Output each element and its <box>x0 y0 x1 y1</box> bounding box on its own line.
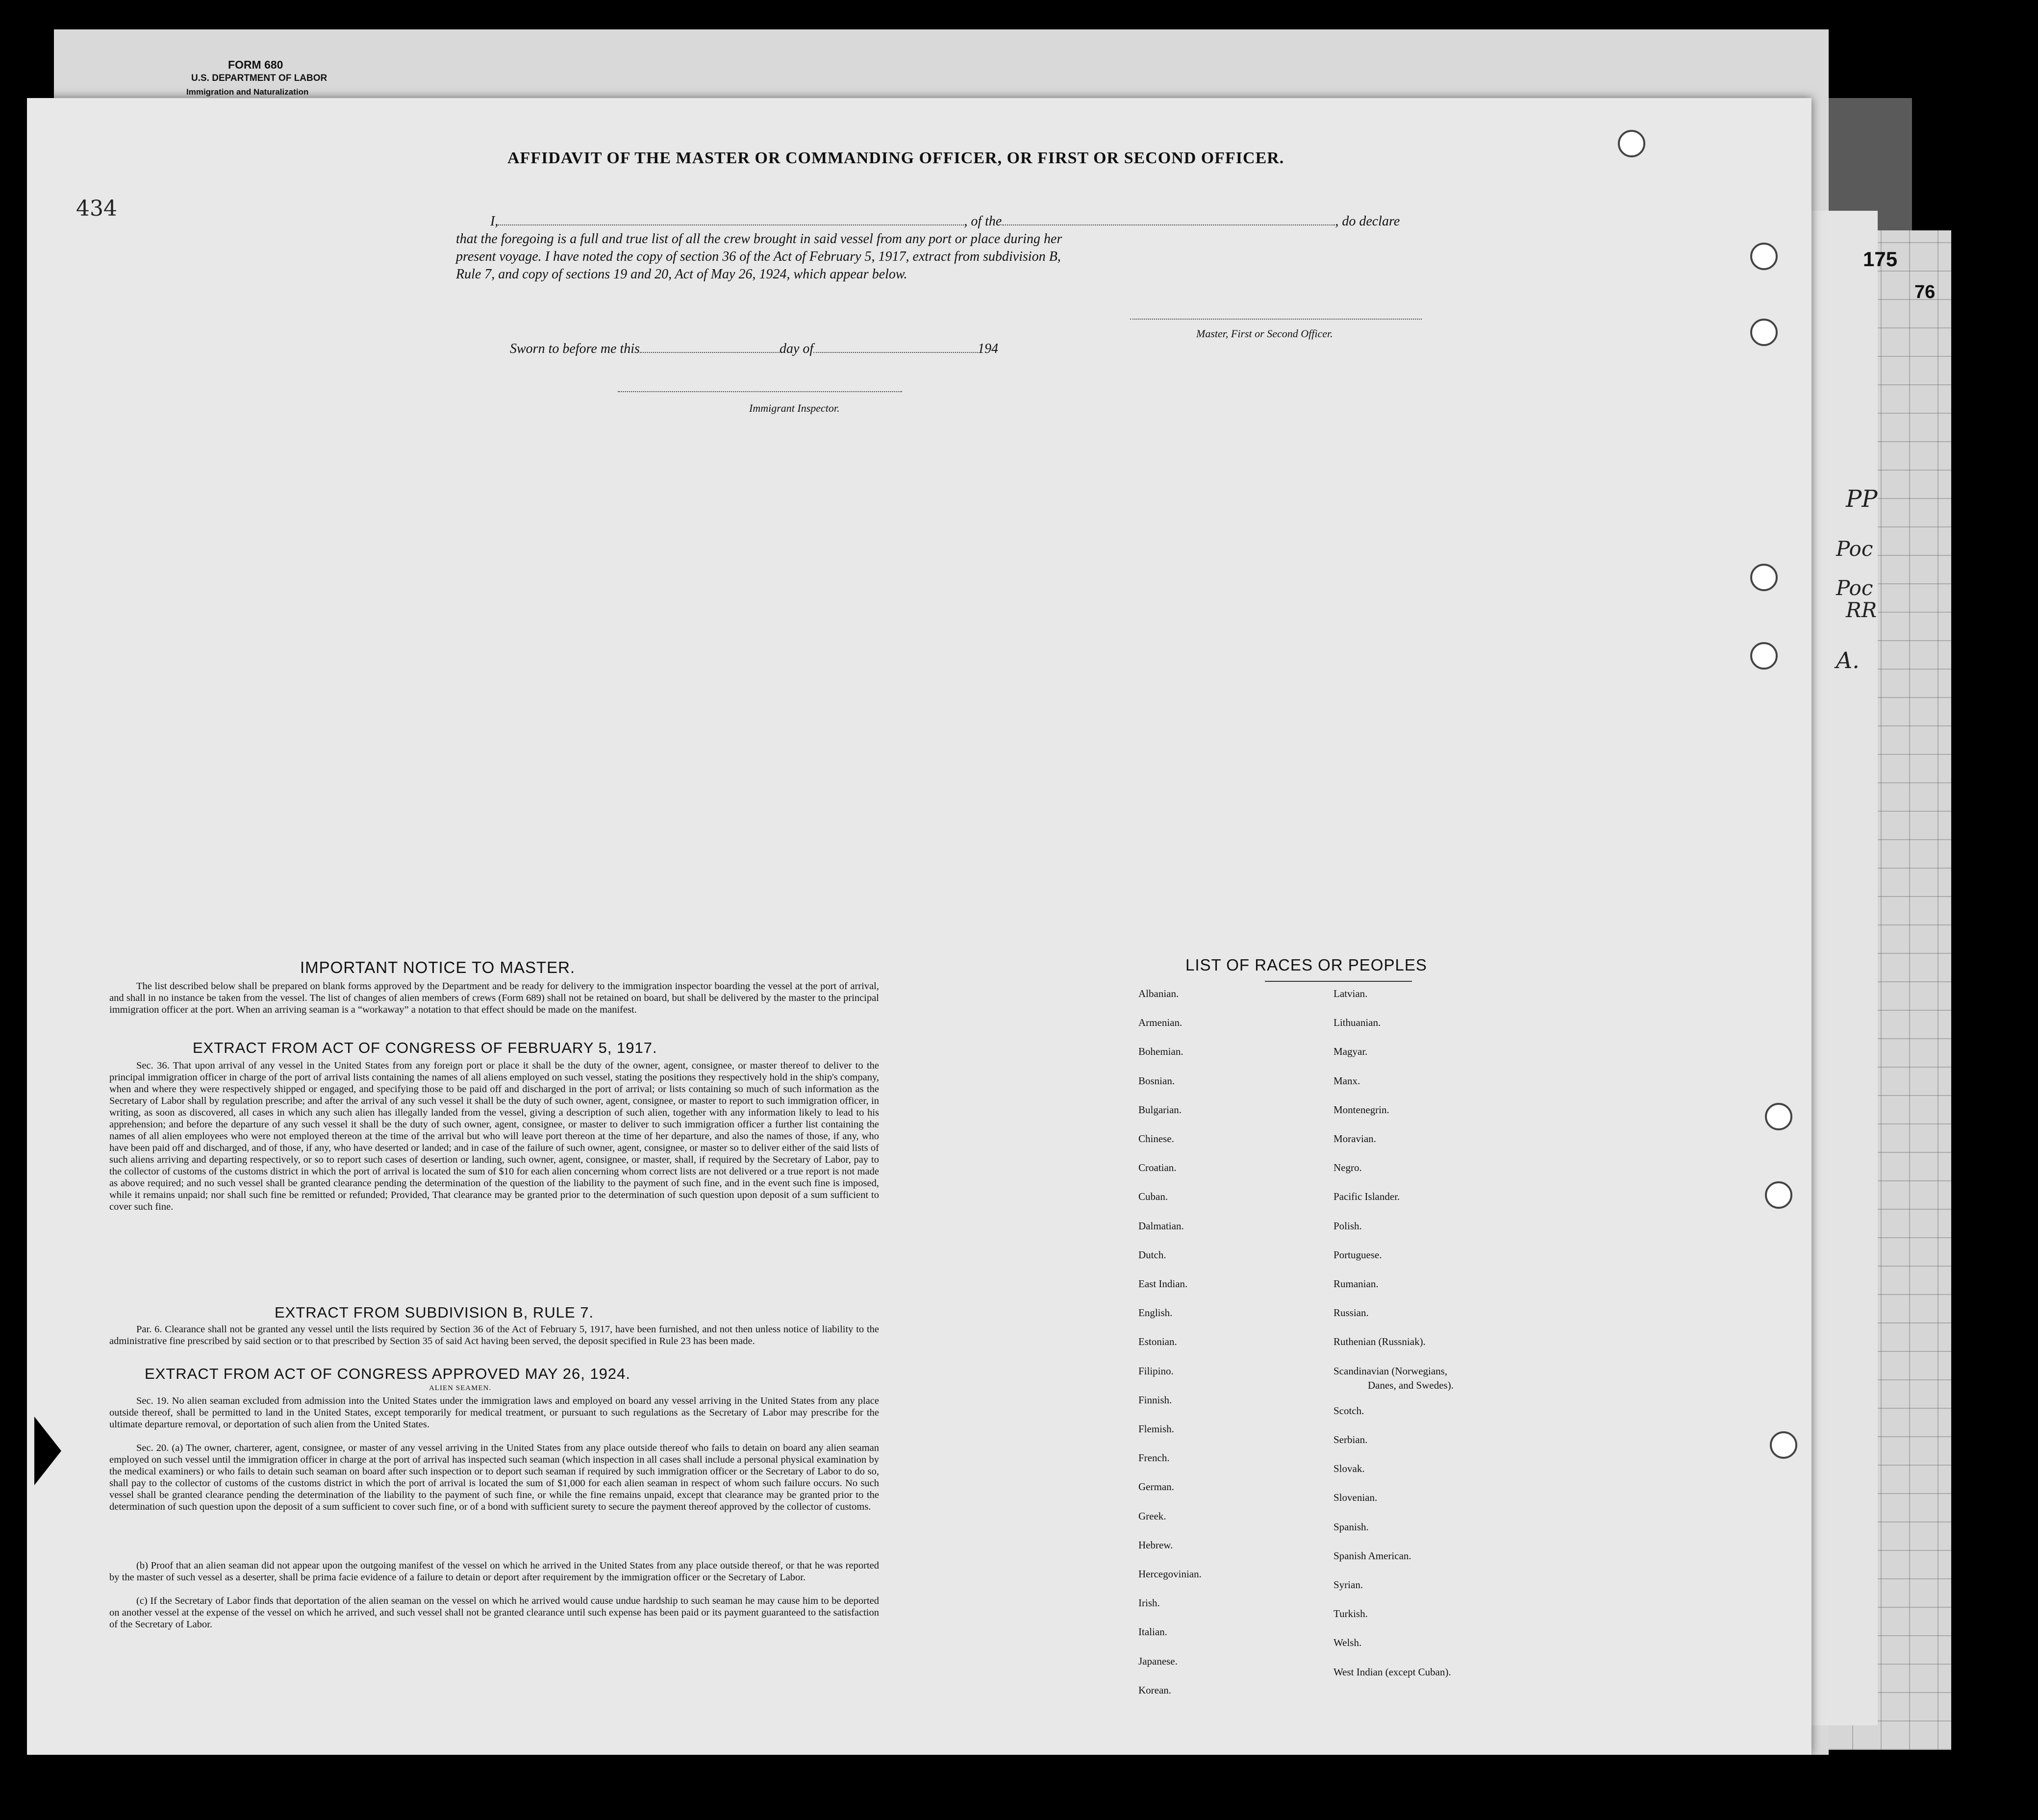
race-item: Spanish. <box>1334 1521 1369 1533</box>
torn-edge <box>34 1417 61 1485</box>
race-item: Lithuanian. <box>1334 1017 1381 1029</box>
race-item: Finnish. <box>1138 1394 1172 1406</box>
extract-3-sec19: Sec. 19. No alien seaman excluded from admission into the United States under the immigration laws and employed on board any vessel arriving in the United States from any place outside thereof, shall be permitted to land in the United States, except temporarily for medical treatment, or pursuant to such regulations as the Secretary of Labor may prescribe for the ultimate departure removal, or deportation of such alien from the United States. <box>109 1396 879 1430</box>
races-title-rule <box>1265 981 1412 982</box>
punch-hole <box>1750 243 1778 270</box>
declaration-do-declare: , do declare <box>1335 214 1400 229</box>
race-item: Manx. <box>1334 1074 1360 1087</box>
declaration-line-3: present voyage. I have noted the copy of section 36 of the Act of February 5, 1917, extract from subdivision B, <box>456 249 1061 264</box>
race-item: East Indian. <box>1138 1278 1188 1290</box>
race-item: Russian. <box>1334 1307 1369 1319</box>
form-number: FORM 680 <box>228 58 283 71</box>
race-item: Greek. <box>1138 1510 1166 1522</box>
declaration-of-the: , of the <box>964 214 1002 229</box>
extract-1-title: EXTRACT FROM ACT OF CONGRESS OF FEBRUARY 5, 1917. <box>193 1039 657 1056</box>
sworn-day-of: day of <box>779 341 814 356</box>
race-item: Negro. <box>1334 1162 1362 1174</box>
race-item: Magyar. <box>1334 1046 1368 1058</box>
race-item: Albanian. <box>1138 988 1179 999</box>
sworn-text: Sworn to before me this <box>510 341 640 356</box>
declaration-i: I, <box>490 214 499 229</box>
extract-3-sec20c: (c) If the Secretary of Labor finds that deportation of the alien seaman on the vessel on which he arrived would cause undue hardship to such seaman he may cause him to be deported on another vessel at the expense of the vessel on which he arrived, and such vessel shall not be granted clearance until such expense has been paid or its payment guaranteed to the satisfaction of the Secretary of Labor. <box>109 1596 879 1630</box>
name-blank[interactable] <box>498 224 964 225</box>
sworn-day-blank[interactable] <box>640 352 780 353</box>
race-item: German. <box>1138 1481 1174 1493</box>
race-item: Estonian. <box>1138 1336 1177 1348</box>
race-item: Polish. <box>1334 1220 1362 1232</box>
race-item: Hercegovinian. <box>1138 1568 1202 1580</box>
race-item: Turkish. <box>1334 1608 1368 1620</box>
race-item: Bulgarian. <box>1138 1103 1182 1116</box>
extract-1-body: Sec. 36. That upon arrival of any vessel in the United States from any foreign port or place it shall be the duty of the owner, agent, consignee, or master thereof to deliver to the principal immigration officer in charge of the port of arrival lists containing the names of all aliens employed on such vessel, stating the positions they respectively hold in the ship's company, when and where they were respectively shipped or engaged, and specifying those to be paid off and discharged in the port of arrival; or lists containing so much of such information as the Secretary of Labor shall by regulation prescribe; and after the arrival of any such vessel it shall be the duty of such owner, agent, consignee, or master to report to such immigration officer, in writing, as soon as discovered, all cases in which any such alien has illegally landed from the vessel, giving a description of such alien, together with any information likely to lead to his apprehension; and before the departure of any such vessel it shall be the duty of such owner, agent, consignee, or master to deliver to such immigration officer a further list containing the names of all alien employees who were not employed thereon at the time of the arrival but who will leave port thereon at the time of her departure, and also the names of those, if any, who have been paid off and discharged, and of those, if any, who have deserted or landed; and in case of the failure of such owner, agent, consignee, or master so to deliver either of the said lists of such aliens arriving and departing respectively, or so to report such cases of desertion or landing, such owner, agent, consignee, or master, shall, if required by the Secretary of Labor, pay to the collector of customs of the customs district in which the port of arrival is located the sum of $10 for each alien concerning whom correct lists are not delivered or a true report is not made as above required; and no such vessel shall be granted clearance pending the determination of the question of the liability to the payment of such fine, and in the event such fine is imposed, while it remains unpaid; nor shall such fine be remitted or refunded; Provided, That clearance may be granted prior to the determination of such question upon deposit of a sum sufficient to cover such fine. <box>109 1060 879 1212</box>
extract-3-subtitle: ALIEN SEAMEN. <box>429 1384 492 1392</box>
margin-mark: Poc <box>1836 576 1873 600</box>
race-item: English. <box>1138 1307 1173 1319</box>
race-item: Irish. <box>1138 1597 1160 1609</box>
notice-body: The list described below shall be prepared on blank forms approved by the Department and be ready for delivery to the immigration inspector boarding the vessel at the port of arrival, and shall in no instance be taken from the vessel. The list of changes of alien members of crews (Form 689) shall not be retained on board, but shall be delivered by the master to the principal immigration officer at the port. When an arriving seaman is a “workaway” a notation to that effect should be made on the manifest. <box>109 981 879 1015</box>
race-item: Dalmatian. <box>1138 1220 1184 1232</box>
extract-2-body: Par. 6. Clearance shall not be granted any vessel until the lists required by Section 36 of the Act of February 5, 1917, have been furnished, and not then unless notice of liability to the administrative fine prescribed by said section or to that prescribed by Section 35 of said Act having been served, the deposit specified in Rule 23 has been made. <box>109 1324 879 1346</box>
punch-hole <box>1750 642 1778 670</box>
race-item: Rumanian. <box>1334 1278 1379 1290</box>
race-item: Pacific Islander. <box>1334 1191 1400 1203</box>
sworn-month-blank[interactable] <box>813 352 978 353</box>
declaration-line-1 <box>490 214 1400 229</box>
page-number: 175 <box>1863 248 1898 271</box>
race-item: Chinese. <box>1138 1133 1174 1145</box>
race-item: Serbian. <box>1334 1434 1368 1446</box>
punch-hole <box>1765 1103 1792 1130</box>
race-item: Cuban. <box>1138 1191 1168 1203</box>
race-item: Danes, and Swedes). <box>1368 1379 1454 1391</box>
form-header <box>186 58 327 99</box>
inspector-signature-line[interactable] <box>618 391 902 392</box>
punch-hole <box>1750 319 1778 346</box>
form-bureau: Immigration and Naturalization <box>186 87 309 97</box>
race-item: French. <box>1138 1452 1170 1464</box>
race-item: Ruthenian (Russniak). <box>1334 1336 1426 1348</box>
race-item: Bohemian. <box>1138 1046 1183 1058</box>
margin-mark: RR <box>1846 598 1877 622</box>
declaration-line-4: Rule 7, and copy of sections 19 and 20, Act of May 26, 1924, which appear below. <box>456 267 907 282</box>
margin-mark: 434 <box>76 196 117 221</box>
race-item: Welsh. <box>1334 1637 1362 1649</box>
races-title: LIST OF RACES OR PEOPLES <box>1185 956 1427 974</box>
race-item: Filipino. <box>1138 1365 1174 1377</box>
punch-hole <box>1765 1181 1792 1209</box>
race-item: Hebrew. <box>1138 1539 1173 1551</box>
race-item: Scandinavian (Norwegians, <box>1334 1365 1448 1377</box>
race-item: Moravian. <box>1334 1133 1376 1145</box>
race-item: Spanish American. <box>1334 1549 1411 1562</box>
race-item: Latvian. <box>1334 988 1368 999</box>
race-item: Korean. <box>1138 1684 1172 1696</box>
race-item: Croatian. <box>1138 1162 1177 1174</box>
notice-title: IMPORTANT NOTICE TO MASTER. <box>300 958 576 976</box>
race-item: Syrian. <box>1334 1579 1363 1591</box>
race-item: Bosnian. <box>1138 1074 1175 1087</box>
margin-mark: Poc <box>1836 537 1873 561</box>
race-item: Scotch. <box>1334 1404 1364 1417</box>
punch-hole <box>1770 1431 1797 1459</box>
race-item: Montenegrin. <box>1334 1103 1389 1116</box>
race-item: Portuguese. <box>1334 1248 1382 1261</box>
race-item: Dutch. <box>1138 1248 1166 1261</box>
signature-line[interactable] <box>1130 319 1422 320</box>
extract-3-sec20b: (b) Proof that an alien seaman did not appear upon the outgoing manifest of the vessel on which he arrived in the United States from any place outside thereof, or that he was reported by the master of such vessel as a deserter, shall be prima facie evidence of a failure to detain or deport after requirement by the immigration officer or the Secretary of Labor. <box>109 1560 879 1583</box>
affidavit-title: AFFIDAVIT OF THE MASTER OR COMMANDING OFFICER, OR FIRST OR SECOND OFFICER. <box>507 149 1284 167</box>
extract-3-sec20a: Sec. 20. (a) The owner, charterer, agent, consignee, or master of any vessel arriving in the United States from any place outside thereof who fails to detain on board any alien seaman employed on such vessel until the immigration officer in charge at the port of arrival has inspected such seaman (which inspection in all cases shall include a personal physical examination by the medical examiners) or who fails to detain such seaman on board after such inspection or to deport such seaman if required by such immigration officer or the Secretary of Labor to do so, shall pay to the collector of customs of the customs district in which the port of arrival is located the sum of $1,000 for each alien seaman in respect of whom such failure occurs. No such vessel shall be granted clearance pending the determination of the liability to the payment of such fine, or while the fine remains unpaid, except that clearance may be granted prior to the determination of such question upon the deposit of a sum sufficient to cover such fine, or of a bond with sufficient surety to secure the payment thereof approved by the collector of customs. <box>109 1443 879 1512</box>
punch-hole <box>1618 130 1645 157</box>
race-item: Slovenian. <box>1334 1492 1378 1504</box>
sworn-line <box>510 341 998 357</box>
inspector-caption: Immigrant Inspector. <box>749 402 840 414</box>
extract-2-title: EXTRACT FROM SUBDIVISION B, RULE 7. <box>275 1304 594 1321</box>
form-department: U.S. DEPARTMENT OF LABOR <box>191 73 327 83</box>
margin-mark: A. <box>1836 647 1860 673</box>
page-number-secondary: 76 <box>1914 282 1936 302</box>
vessel-blank[interactable] <box>1002 224 1335 225</box>
affidavit-sheet <box>27 98 1812 1755</box>
margin-mark: PP <box>1846 485 1878 513</box>
declaration-line-2: that the foregoing is a full and true list of all the crew brought in said vessel from any port or place during her <box>456 231 1062 247</box>
sworn-year: 194 <box>978 341 999 356</box>
race-item: West Indian (except Cuban). <box>1334 1666 1451 1678</box>
race-item: Italian. <box>1138 1626 1167 1638</box>
race-item: Slovak. <box>1334 1463 1365 1475</box>
race-item: Flemish. <box>1138 1423 1174 1435</box>
signature-caption: Master, First or Second Officer. <box>1196 327 1333 340</box>
race-item: Armenian. <box>1138 1017 1183 1029</box>
extract-3-title: EXTRACT FROM ACT OF CONGRESS APPROVED MAY 26, 1924. <box>145 1365 631 1382</box>
race-item: Japanese. <box>1138 1655 1178 1667</box>
punch-hole <box>1750 564 1778 591</box>
